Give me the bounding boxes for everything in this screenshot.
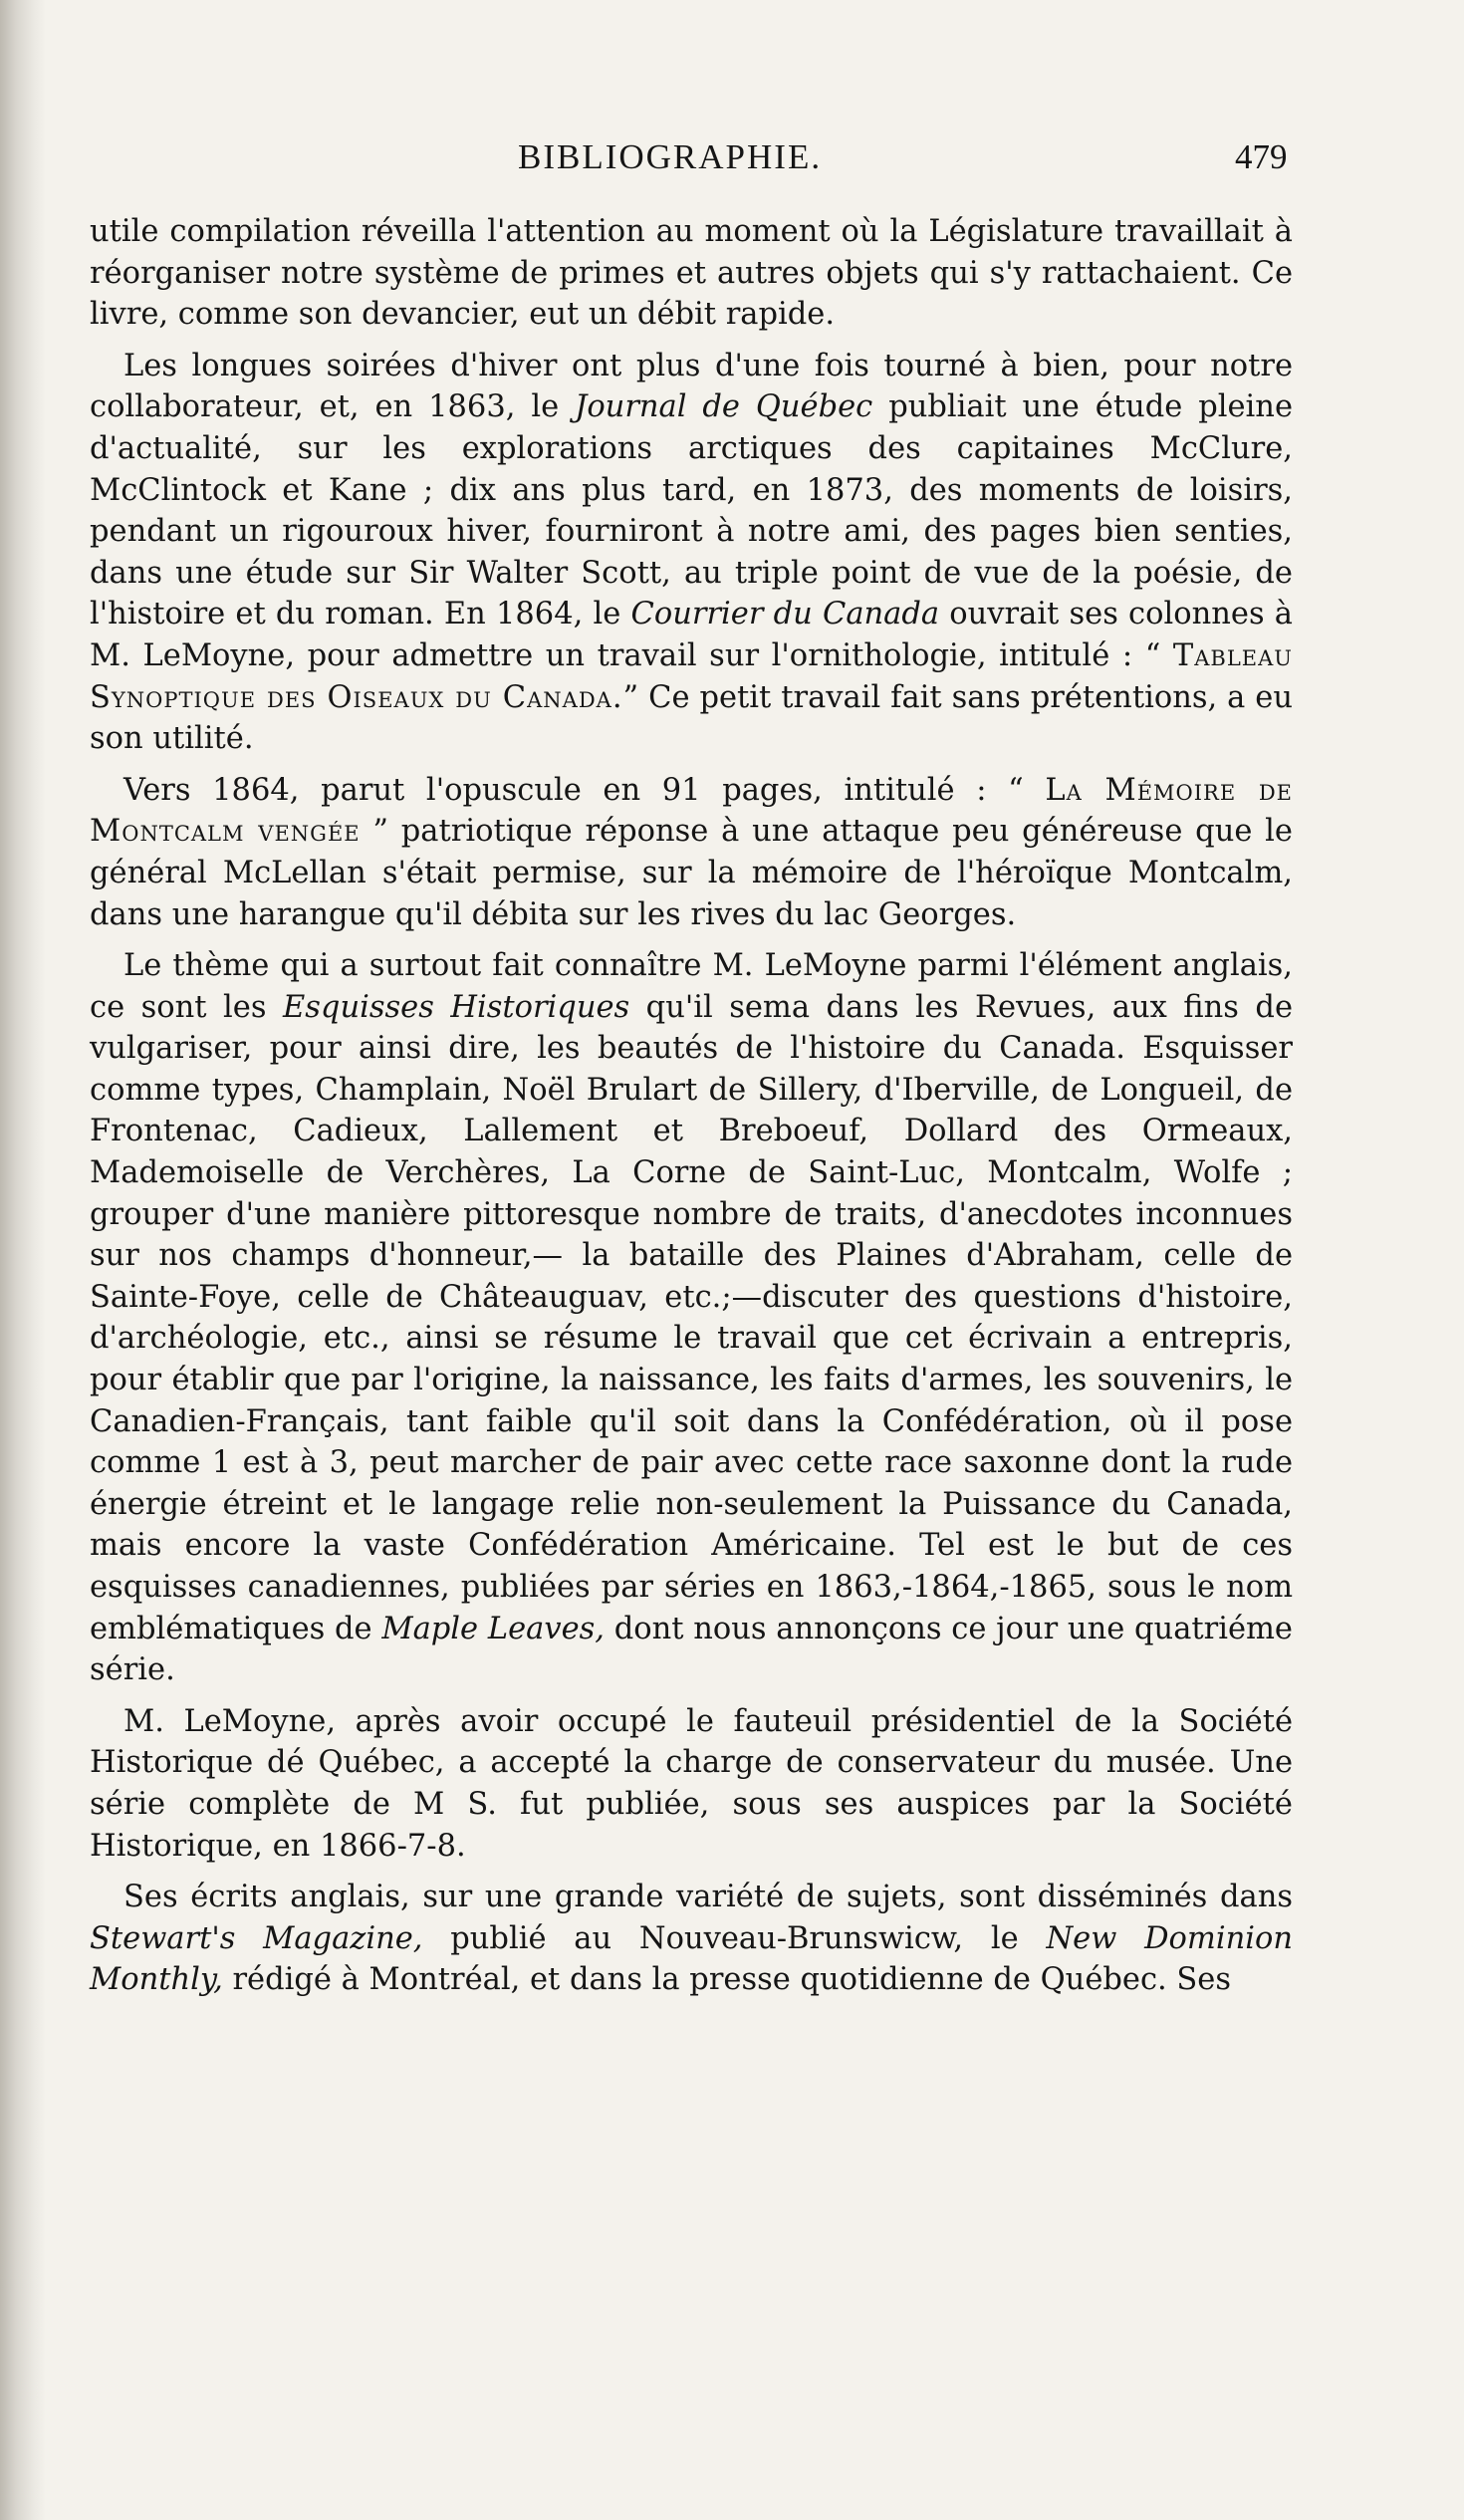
text-run: utile compilation réveilla l'attention au moment où la Législature travaillait à réorganiser notre système de primes et autres objets qui s'y rattachaient. Ce livre, comme son devancier, eut un débit rapide. xyxy=(90,214,1293,333)
page-number: 479 xyxy=(1235,137,1288,176)
italic-title: Esquisses Historiques xyxy=(283,989,630,1025)
italic-title: New Dominion Monthly, xyxy=(90,1920,1293,1998)
small-caps-title: Tableau Synoptique des Oiseaux du Canada. xyxy=(90,637,1293,715)
text-run: Vers 1864, parut l'opuscule en 91 pages, intitulé : “ xyxy=(123,772,1046,808)
paragraph xyxy=(90,346,1293,760)
small-caps-title: La Mémoire de Montcalm vengée xyxy=(90,772,1293,850)
scanned-page-edge xyxy=(0,0,46,2520)
page-header xyxy=(0,137,1464,187)
text-run: M. LeMoyne, après avoir occupé le fauteuil présidentiel de la Société Historique dé Québec, a accepté la charge de conservateur du musée. Une série complète de M S. fut publiée, sous ses auspices par la Société Historique, en 1866-7-8. xyxy=(90,1703,1293,1864)
body-text xyxy=(90,211,1293,2011)
paragraph xyxy=(90,945,1293,1691)
italic-title: Courrier du Canada xyxy=(630,597,940,632)
text-run: Les longues soirées d'hiver ont plus d'une fois tourné à bien, pour notre collaborateur, et, en 1863, le xyxy=(90,348,1293,425)
italic-title: Maple Leaves, xyxy=(381,1611,605,1646)
text-run: rédigé à Montréal, et dans la presse quotidienne de Québec. Ses xyxy=(222,1962,1232,1998)
text-run: dont nous annonçons ce jour une quatriéme série. xyxy=(90,1611,1293,1688)
text-run: Le thème qui a surtout fait connaître M. LeMoyne parmi l'élément anglais, ce sont les xyxy=(90,948,1293,1025)
paragraph xyxy=(90,770,1293,935)
text-run: Ses écrits anglais, sur une grande variété de sujets, sont disséminés dans xyxy=(123,1880,1293,1915)
text-run: publiait une étude pleine d'actualité, sur les explorations arctiques des capitaines McClure, McClintock et Kane ; dix ans plus tard, en 1873, des moments de loisirs, pendant un rigouroux hiver, fourniront à notre ami, des pages bien senties, dans une étude sur Sir Walter Scott, au triple point de vue de la poésie, de l'histoire et du roman. En 1864, le xyxy=(90,389,1293,632)
italic-title: Journal de Québec xyxy=(575,389,873,425)
running-title: BIBLIOGRAPHIE. xyxy=(518,137,823,176)
paragraph xyxy=(90,211,1293,336)
paragraph xyxy=(90,1701,1293,1867)
text-run: qu'il sema dans les Revues, aux fins de vulgariser, pour ainsi dire, les beautés de l'histoire du Canada. Esquisser comme types, Champlain, Noël Brulart de Sillery, d'Iberville, de Longueil, de Frontenac, Cadieux, Lallement et Breboeuf, Dollard des Ormeaux, Mademoiselle de Verchères, La Corne de Saint-Luc, Montcalm, Wolfe ; grouper d'une manière pittoresque nombre de traits, d'anecdotes inconnues sur nos champs d'honneur,— la bataille des Plaines d'Abraham, celle de Sainte-Foye, celle de Châteauguav, etc.;—discuter des questions d'histoire, d'archéologie, etc., ainsi se résume le travail que cet écrivain a entrepris, pour établir que par l'origine, la naissance, les faits d'armes, les souvenirs, le Canadien-Français, tant faible qu'il soit dans la Confédération, où il pose comme 1 est à 3, peut marcher de pair avec cette race saxonne dont la rude énergie étreint et le langage relie non-seulement la Puissance du Canada, mais encore la vaste Confédération Américaine. Tel est le but de ces esquisses canadiennes, publiées par séries en 1863,-1864,-1865, sous le nom emblématiques de xyxy=(90,989,1293,1646)
paragraph xyxy=(90,1877,1293,2001)
text-run: publié au Nouveau-Brunswicw, le xyxy=(422,1920,1047,1956)
text-run: ouvrait ses colonnes à M. LeMoyne, pour admettre un travail sur l'ornithologie, intitulé : “ xyxy=(90,597,1293,673)
text-run: ” patriotique réponse à une attaque peu généreuse que le général McLellan s'était permise, sur la mémoire de l'héroïque Montcalm, dans une harangue qu'il débita sur les rives du lac Georges. xyxy=(90,814,1293,932)
italic-title: Stewart's Magazine, xyxy=(90,1920,423,1956)
text-run: ” Ce petit travail fait sans prétentions, a eu son utilité. xyxy=(90,679,1293,757)
